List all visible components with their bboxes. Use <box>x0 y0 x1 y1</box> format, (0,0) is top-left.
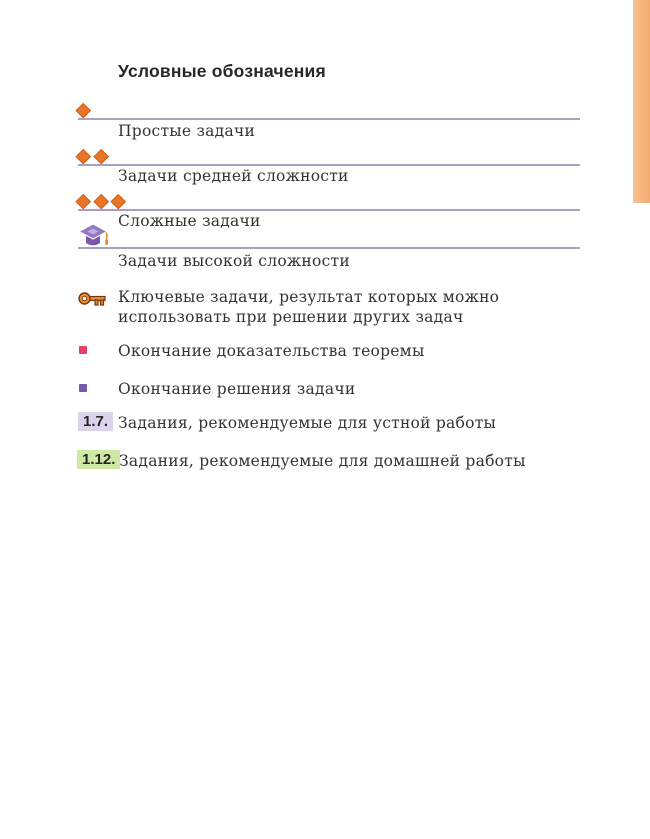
legend-label-medium: Задачи средней сложности <box>118 167 349 185</box>
legend-label-oral-tasks: Задания, рекомендуемые для устной работы <box>118 414 497 432</box>
legend-label-theorem-end: Окончание доказательства теоремы <box>118 342 425 360</box>
legend-label-hard: Сложные задачи <box>118 212 261 230</box>
legend-label-highest: Задачи высокой сложности <box>118 252 350 270</box>
difficulty-diamond-icon <box>76 149 91 164</box>
legend-label-simple: Простые задачи <box>118 122 256 140</box>
page-edge-accent-bar <box>633 0 650 203</box>
separator-rule <box>78 118 580 120</box>
difficulty-icons-hard <box>78 194 124 210</box>
difficulty-diamond-icon <box>111 194 126 209</box>
difficulty-diamond-icon <box>93 194 108 209</box>
solution-end-square-icon <box>79 384 87 392</box>
difficulty-icons-simple <box>78 103 89 119</box>
legend-label-key-tasks: Ключевые задачи, результат которых можно использовать при решении других задач <box>118 288 500 326</box>
separator-rule <box>78 247 580 249</box>
difficulty-icons-medium <box>78 149 106 165</box>
key-icon <box>78 290 106 308</box>
difficulty-diamond-icon <box>93 149 108 164</box>
difficulty-diamond-icon <box>76 194 91 209</box>
legend-label-homework-tasks: Задания, рекомендуемые для домашней работы <box>119 452 526 470</box>
theorem-end-square-icon <box>79 346 87 354</box>
graduation-cap-icon <box>77 222 109 250</box>
legend-label-solution-end: Окончание решения задачи <box>118 380 356 398</box>
page-title: Условные обозначения <box>118 61 326 81</box>
oral-task-badge: 1.7. <box>78 412 113 431</box>
homework-task-badge: 1.12. <box>77 450 120 469</box>
difficulty-diamond-icon <box>76 103 91 118</box>
